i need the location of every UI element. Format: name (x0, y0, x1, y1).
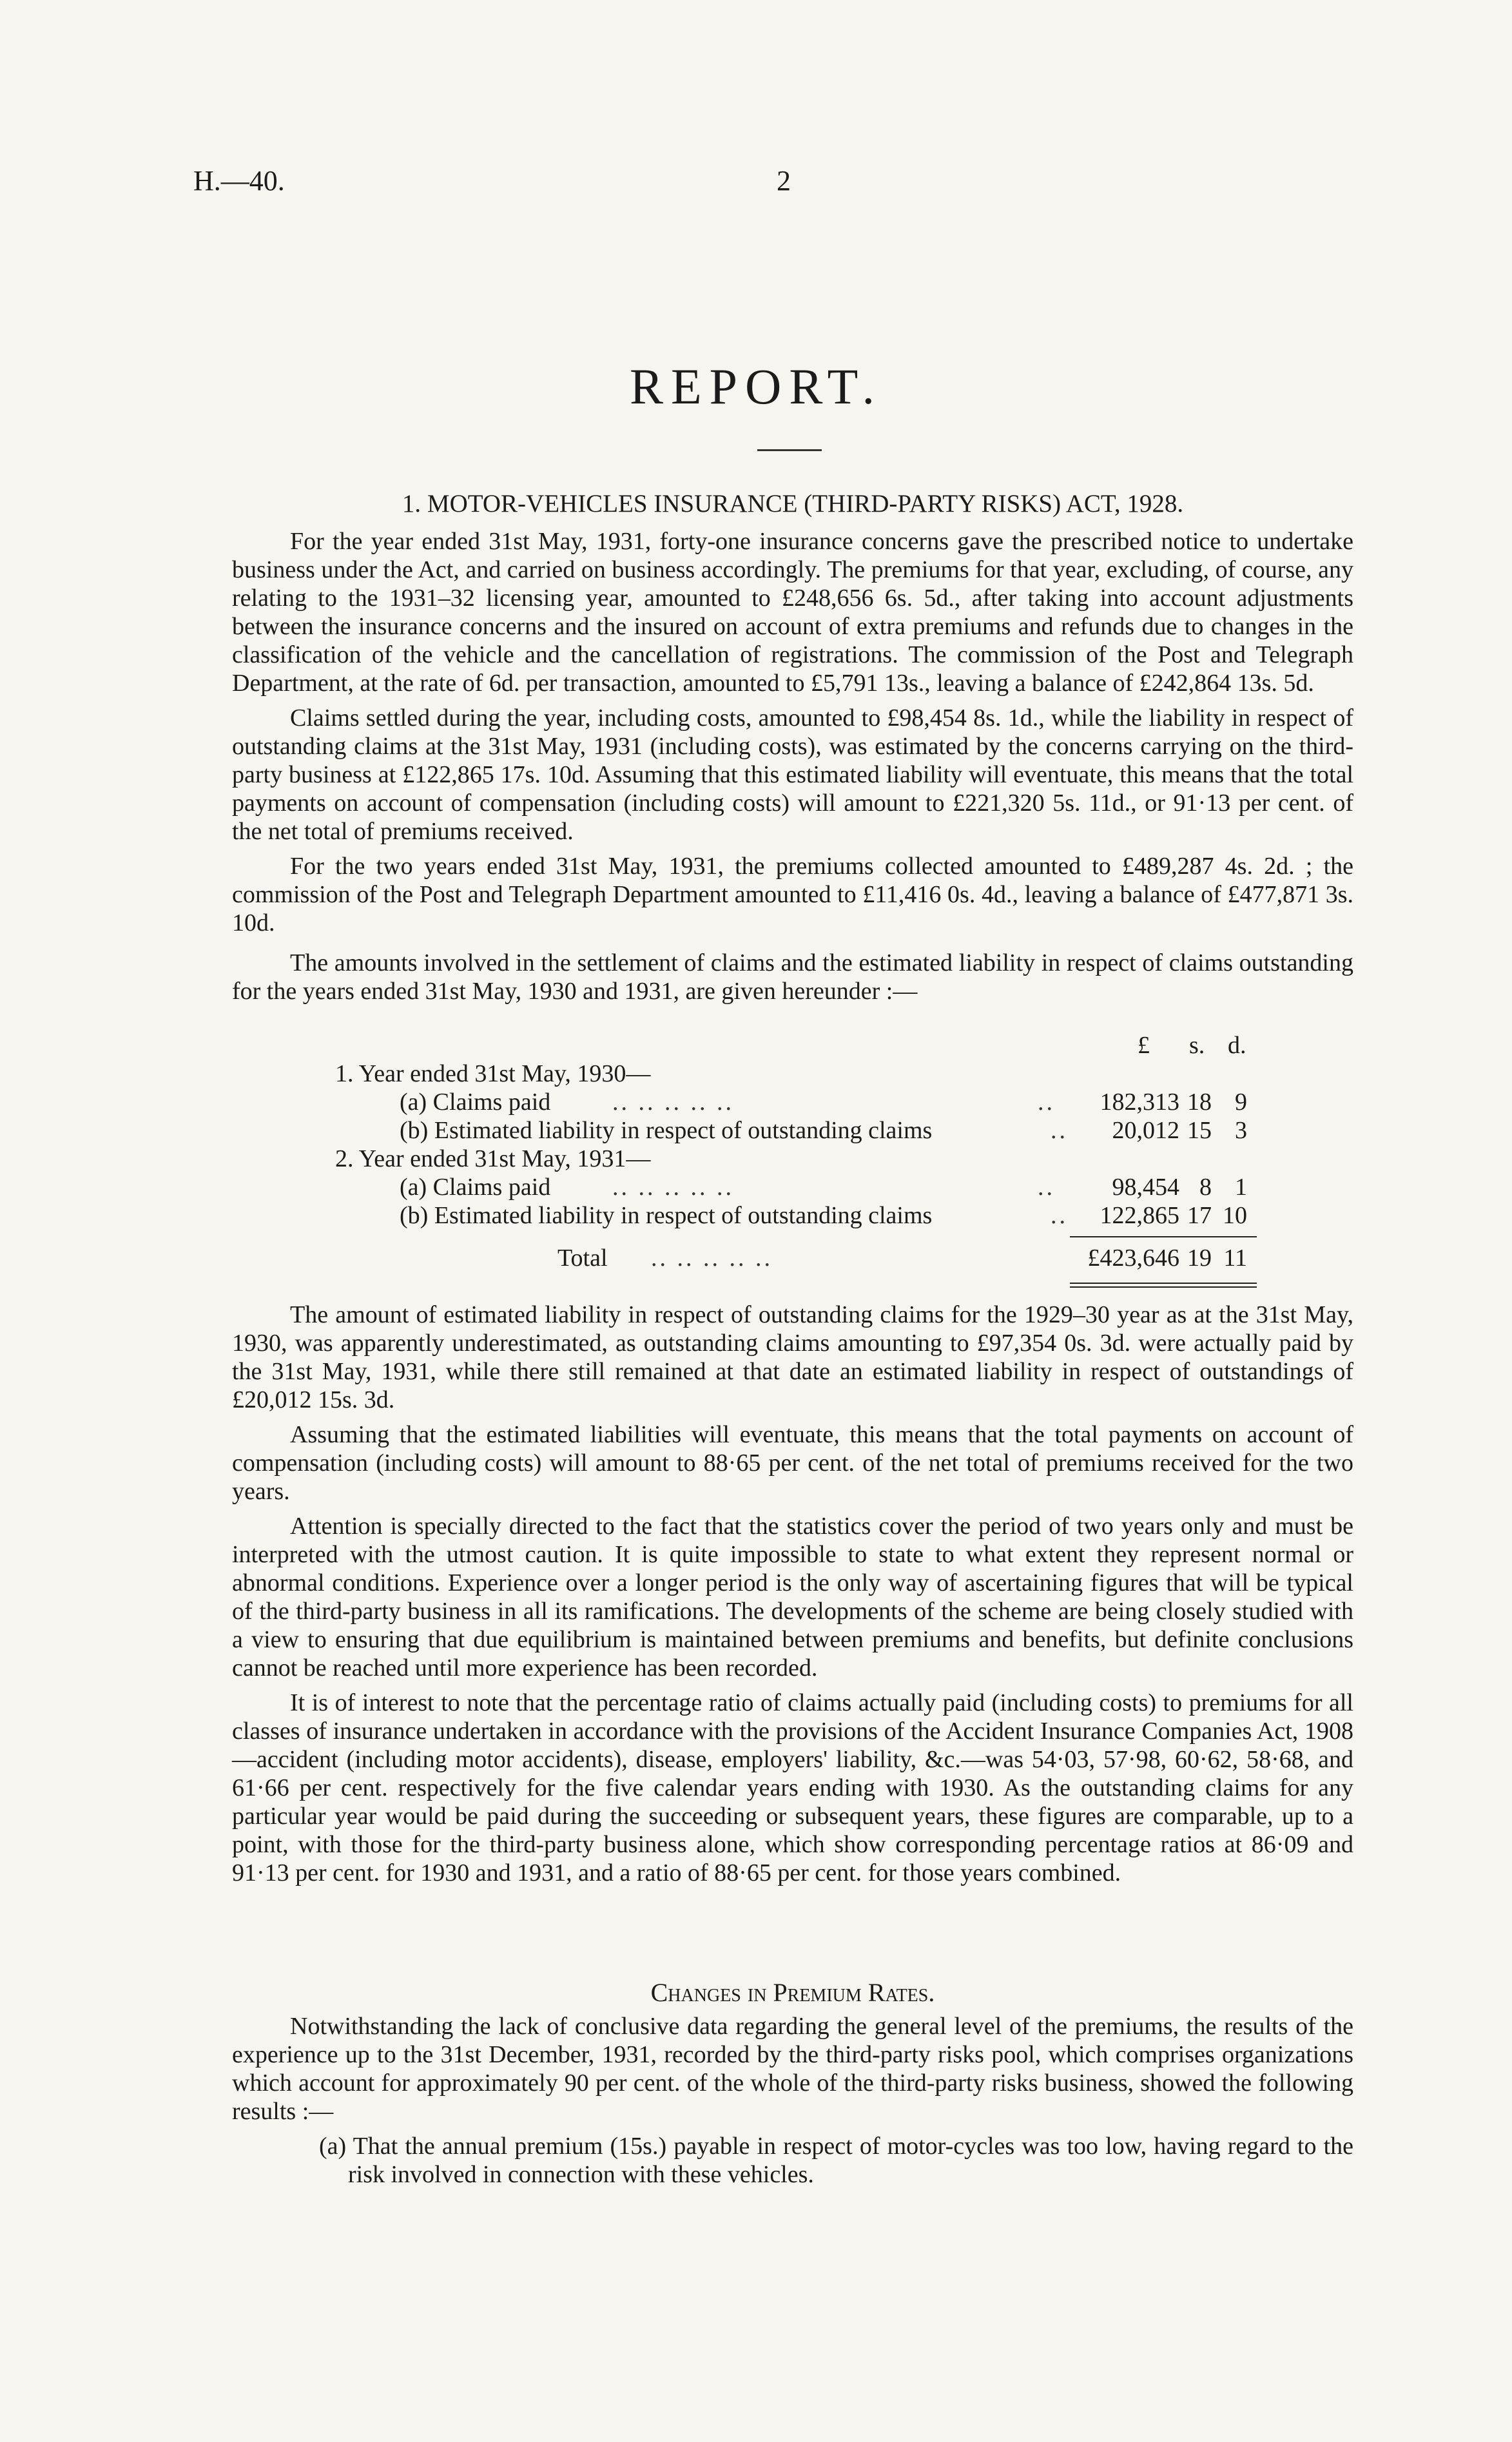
section-1-intro (232, 490, 1353, 1005)
list-item: (a) That the annual premium (15s.) payable in respect of motor-cycles was too low, having regard to the risk involved in connection with these vehicles. (319, 2133, 1353, 2188)
page-number: 2 (777, 165, 791, 197)
table-row: (a) Claims paid .. .. .. .. .. .. 182,313 18 9 (400, 1089, 1247, 1116)
paragraph: The amounts involved in the settlement of claims and the estimated liability in respect of claims outstanding for the years ended 31st May, 1930 and 1931, are given hereunder :— (232, 949, 1353, 1005)
table-row: (b) Estimated liability in respect of outstanding claims .. 122,865 17 10 (400, 1202, 1247, 1229)
total-rule-2 (1070, 1286, 1257, 1288)
paragraph: The amount of estimated liability in respect of outstanding claims for the 1929–30 year as at the 31st May, 1930, was apparently underestimated, as outstanding claims amounting to £97,354 0s. 3d. were actually paid by the 31st May, 1931, while there still remained at that date an estimated liability in respect of outstandings of £20,012 15s. 3d. (232, 1301, 1353, 1413)
paragraph: For the year ended 31st May, 1931, forty-one insurance concerns gave the prescribed notice to undertake business under the Act, and carried on business accordingly. The premiums for that year, excluding, of course, any relating to the 1931–32 licensing year, amounted to £248,656 6s. 5d., after taking into account adjustments between the insurance concerns and the insured on account of extra premiums and refunds due to changes in the classification of the vehicle and the cancellation of registrations. The commission of the Post and Telegraph Department, at the rate of 6d. per transaction, amounted to £5,791 13s., leaving a balance of £242,864 13s. 5d. (232, 528, 1353, 697)
document-reference: H.—40. (193, 165, 285, 197)
col-pence: d. (1228, 1032, 1246, 1059)
group-heading: 1. Year ended 31st May, 1930— (335, 1060, 651, 1087)
paragraph: For the two years ended 31st May, 1931, the premiums collected amounted to £489,287 4s. 2d. ; the commission of the Post and Telegraph Department amounted to £11,416 0s. 4d., leaving a balance of £477,871 3s. 10d. (232, 853, 1353, 936)
subtotal-rule (1070, 1236, 1257, 1237)
table-total-row: Total .. .. .. .. .. £423,646 19 11 (557, 1245, 1247, 1272)
table-row: (b) Estimated liability in respect of outstanding claims .. 20,012 15 3 (400, 1117, 1247, 1144)
title-rule (757, 449, 822, 451)
paragraph: Claims settled during the year, including costs, amounted to £98,454 8s. 1d., while the liability in respect of outstanding claims at the 31st May, 1931 (including costs), was estimated by the concerns carrying on the third-party business at £122,865 17s. 10d. Assuming that this estimated liability will eventuate, this means that the total payments on account of compensation (including costs) will amount to £221,320 5s. 11d., or 91·13 per cent. of the net total of premiums received. (232, 704, 1353, 845)
claims-table (232, 1031, 1353, 1272)
table-header-row (232, 1031, 1353, 1060)
paragraph: It is of interest to note that the percentage ratio of claims actually paid (including costs) to premiums for all classes of insurance undertaken in accordance with the provisions of the Accident Insurance Companies Act, 1908—accident (including motor accidents), disease, employers' liability, &c.—was 54·03, 57·98, 60·62, 58·68, and 61·66 per cent. respectively for the five calendar years ending with 1930. As the outstanding claims for any particular year would be paid during the succeeding or subsequent years, these figures are comparable, up to a point, with those for the third-party business alone, which show corresponding percentage ratios at 86·09 and 91·13 per cent. for 1930 and 1931, and a ratio of 88·65 per cent. for those years combined. (232, 1689, 1353, 1886)
paragraph: Attention is specially directed to the fact that the statistics cover the period of two years only and must be interpreted with the utmost caution. It is quite impossible to state to what extent they represent normal or abnormal conditions. Experience over a longer period is the only way of ascertaining figures that will be typical of the third-party business in all its ramifications. The developments of the scheme are being closely studied with a view to ensuring that due equilibrium is maintained between premiums and benefits, but definite conclusions cannot be reached until more experience has been recorded. (232, 1513, 1353, 1681)
section-1-continued (232, 1301, 1353, 1887)
total-rule-1 (1070, 1283, 1257, 1284)
paragraph: Notwithstanding the lack of conclusive data regarding the general level of the premiums, the results of the experience up to the 31st December, 1931, recorded by the third-party risks pool, which comprises organizations which account for approximately 90 per cent. of the whole of the third-party risks business, showed the following results :— (232, 2013, 1353, 2125)
col-shillings: s. (1189, 1032, 1205, 1059)
table-row: (a) Claims paid .. .. .. .. .. .. 98,454 8 1 (400, 1174, 1247, 1201)
report-title: REPORT. (629, 358, 883, 414)
group-heading: 2. Year ended 31st May, 1931— (335, 1145, 651, 1172)
section-2-heading: Changes in Premium Rates. (650, 1978, 935, 2007)
section-2 (232, 1979, 1353, 2189)
section-1-heading: 1. MOTOR-VEHICLES INSURANCE (THIRD-PARTY RISKS) ACT, 1928. (402, 490, 1184, 518)
paragraph: Assuming that the estimated liabilities will eventuate, this means that the total payments on account of compensation (including costs) will amount to 88·65 per cent. of the net total of premiums received for the two years. (232, 1421, 1353, 1505)
col-pounds: £ (1138, 1032, 1150, 1059)
